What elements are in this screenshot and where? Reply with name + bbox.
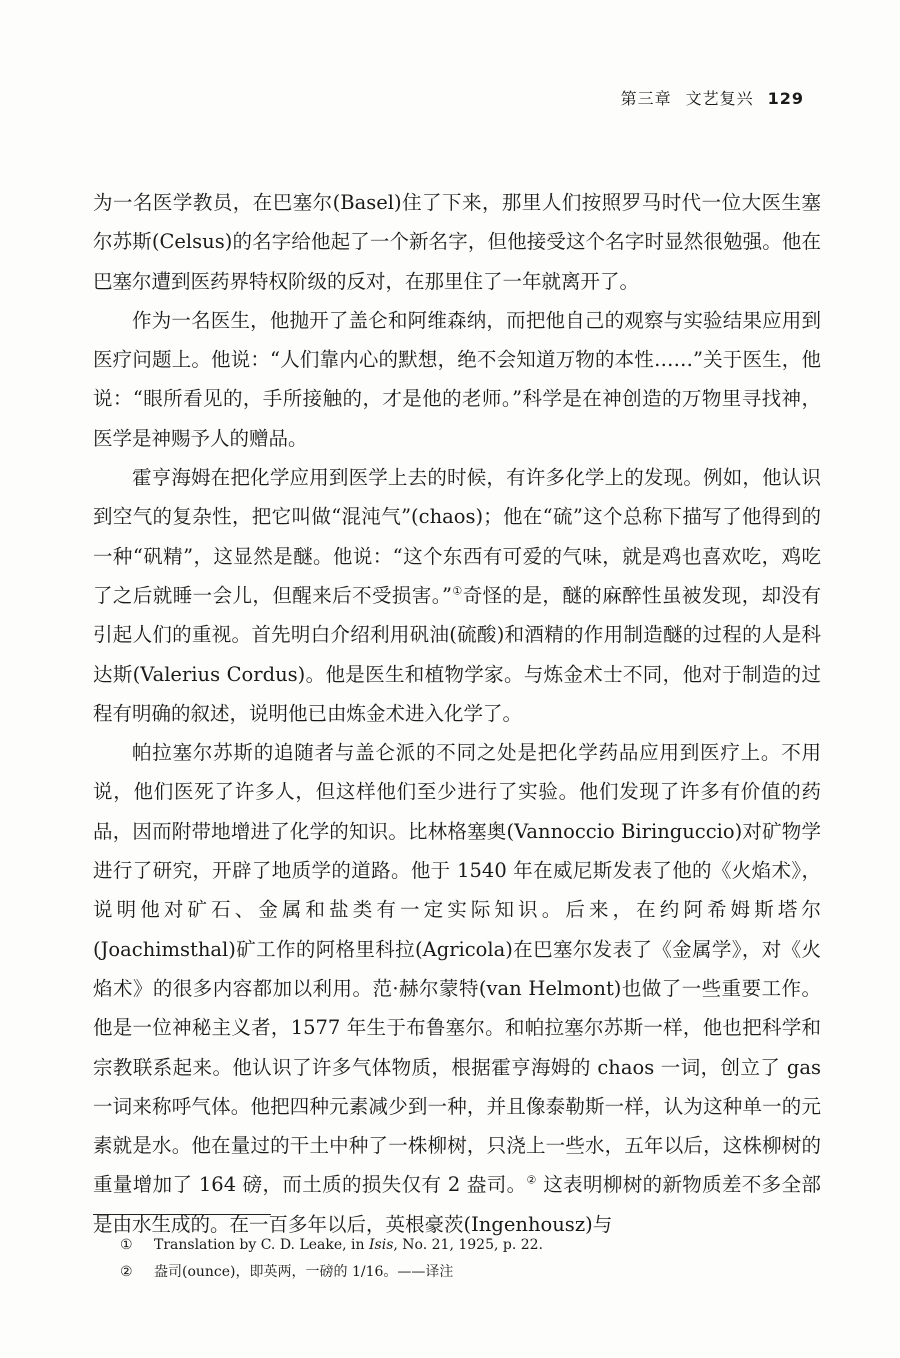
- page-number: 129: [767, 89, 804, 108]
- footnote-text: Translation by C. D. Leake, in Isis, No. 21, 1925, p. 22.: [154, 1237, 544, 1253]
- footnote-ref[interactable]: ②: [526, 1173, 537, 1187]
- paragraph-text: 为一名医学教员，在巴塞尔(Basel)住了下来，那里人们按照罗马时代一位大医生塞尔苏斯(Celsus)的名字给他起了一个新名字，但他接受这个名字时显然很勉强。他在巴塞尔遭到医药界特权阶级的反对，在那里住了一年就离开了。: [93, 191, 821, 293]
- footnote-divider: [93, 1214, 271, 1215]
- paragraph-text: 作为一名医生，他抛开了盖仑和阿维森纳，而把他自己的观察与实验结果应用到医疗问题上。他说：“人们靠内心的默想，绝不会知道万物的本性……”关于医生，他说：“眼所看见的，手所接触的，才是他的老师。”科学是在神创造的万物里寻找神，医学是神赐予人的赠品。: [93, 308, 821, 450]
- paragraph: [93, 458, 821, 733]
- body-text: [93, 183, 821, 1244]
- paragraph: [93, 301, 821, 458]
- chapter-label: 第三章: [620, 89, 672, 108]
- footnote-mark: ②: [120, 1264, 133, 1280]
- footnote-mark: ①: [120, 1237, 133, 1253]
- paragraph-text: 奇怪的是，醚的麻醉性虽被发现，却没有引起人们的重视。首先明白介绍利用矾油(硫酸)和酒精的作用制造醚的过程的人是科达斯(Valerius Cordus)。他是医生和植物学家。与炼金术士不同，他对于制造的过程有明确的叙述，说明他已由炼金术进入化学了。: [93, 583, 821, 725]
- paragraph-text: 霍亨海姆在把化学应用到医学上去的时候，有许多化学上的发现。例如，他认识到空气的复杂性，把它叫做“混沌气”(chaos)；他在“硫”这个总称下描写了他得到的一种“矾精”，这显然是醚。他说：“这个东西有可爱的气味，就是鸡也喜欢吃，鸡吃了之后就睡一会儿，但醒来后不受损害。”: [93, 466, 821, 607]
- section-title: 文艺复兴: [685, 89, 754, 108]
- footnotes: [120, 1232, 820, 1286]
- footnote-ref[interactable]: ①: [451, 584, 463, 598]
- footnote-item: [120, 1259, 820, 1286]
- running-header: [621, 86, 804, 109]
- footnote-text: 盎司(ounce)，即英两，一磅的 1/16。——译注: [154, 1264, 454, 1280]
- paragraph-text: 这表明柳树的新物质差不多全部是由水生成的。在一百多年以后，英根豪茨(Ingenhousz)与: [93, 1173, 821, 1236]
- paragraph: [93, 183, 821, 301]
- footnote-item: [120, 1232, 820, 1259]
- paragraph: [93, 733, 821, 1244]
- paragraph-text: 帕拉塞尔苏斯的追随者与盖仑派的不同之处是把化学药品应用到医疗上。不用说，他们医死了许多人，但这样他们至少进行了实验。他们发现了许多有价值的药品，因而附带地增进了化学的知识。比林格塞奥(Vannoccio Biringuccio)对矿物学进行了研究，开辟了地质学的道路。他于 1540 年在威尼斯发表了他的《火焰术》，说明他对矿石、金属和盐类有一定实际知识。后来，在约阿希姆斯塔尔(Joachimsthal)矿工作的阿格里科拉(Agricola)在巴塞尔发表了《金属学》，对《火焰术》的很多内容都加以利用。范·赫尔蒙特(van Helmont)也做了一些重要工作。他是一位神秘主义者，1577 年生于布鲁塞尔。和帕拉塞尔苏斯一样，他也把科学和宗教联系起来。他认识了许多气体物质，根据霍亨海姆的 chaos 一词，创立了 gas 一词来称呼气体。他把四种元素减少到一种，并且像泰勒斯一样，认为这种单一的元素就是水。他在量过的干土中种了一株柳树，只浇上一些水，五年以后，这株柳树的重量增加了 164 磅，而土质的损失仅有 2 盎司。: [93, 741, 821, 1197]
